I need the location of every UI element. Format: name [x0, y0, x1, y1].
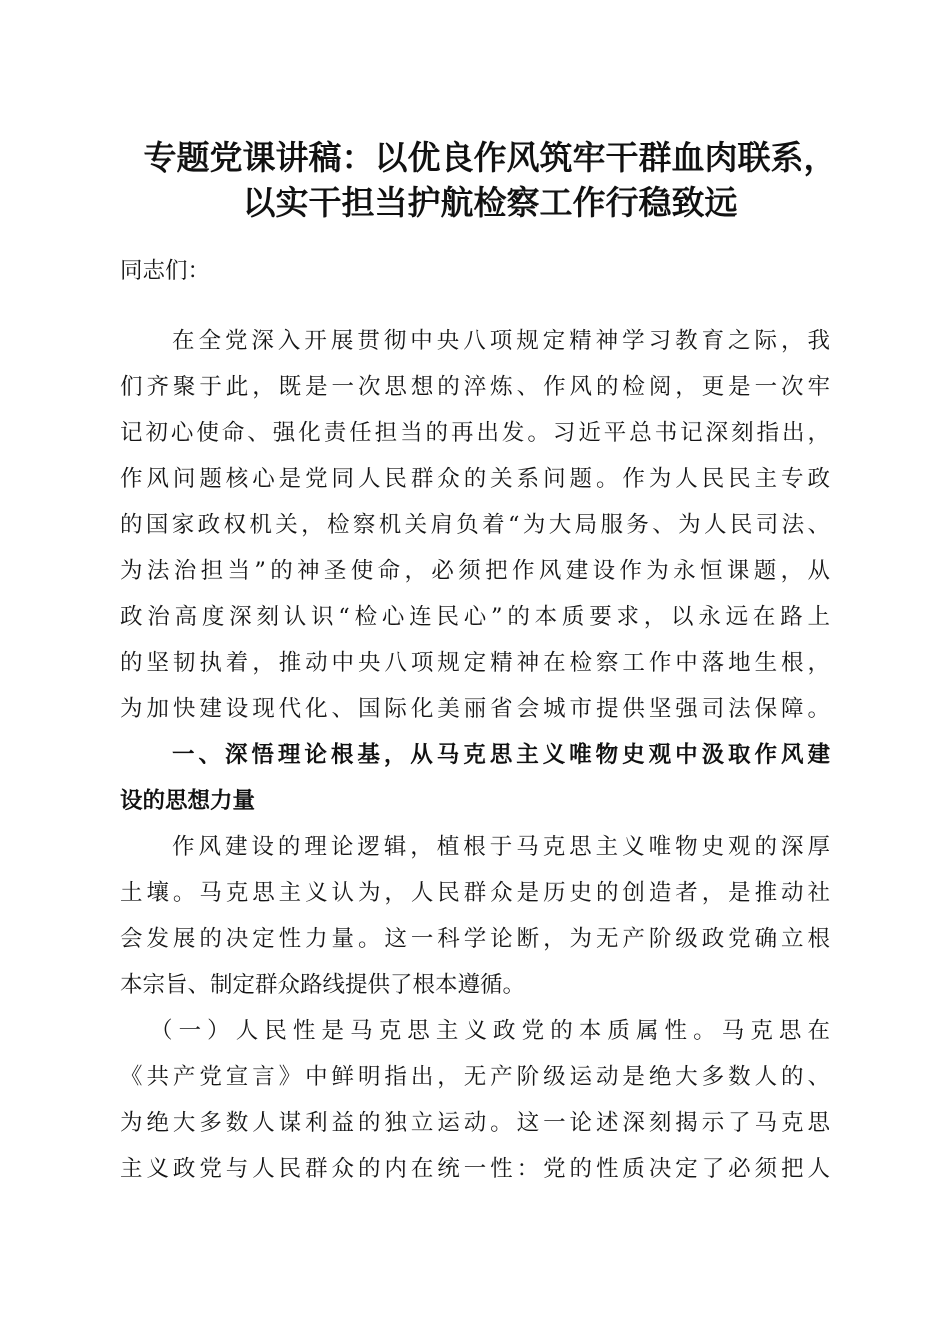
document-title-line-2: 以实干担当护航检察工作行稳致远 [242, 183, 738, 222]
intro-line-8: 的坚韧执着，推动中央八项规定精神在检察工作中落地生根， [120, 650, 830, 676]
subsection-1-line-1: （一）人民性是马克思主义政党的本质属性。马克思在 [150, 1018, 830, 1044]
intro-line-7: 政治高度深刻认识“检心连民心”的本质要求，以永远在路上 [120, 604, 830, 630]
intro-line-9: 为加快建设现代化、国际化美丽省会城市提供坚强司法保障。 [120, 696, 830, 722]
intro-line-6: 为法治担当”的神圣使命，必须把作风建设作为永恒课题，从 [120, 558, 830, 584]
section-1-para-line-4: 本宗旨、制定群众路线提供了根本遵循。 [120, 972, 526, 998]
subsection-1-line-4: 主义政党与人民群众的内在统一性：党的性质决定了必须把人 [120, 1156, 830, 1182]
section-1-heading-line-1: 一、深悟理论根基，从马克思主义唯物史观中汲取作风建 [172, 742, 830, 768]
intro-line-5: 的国家政权机关，检察机关肩负着“为大局服务、为人民司法、 [120, 512, 830, 538]
section-1-para-line-3: 会发展的决定性力量。这一科学论断，为无产阶级政党确立根 [120, 926, 830, 952]
section-1-para-line-2: 土壤。马克思主义认为，人民群众是历史的创造者，是推动社 [120, 880, 830, 906]
document-title-line-1: 专题党课讲稿：以优良作风筑牢干群血肉联系， [143, 138, 837, 177]
subsection-1-line-2: 《共产党宣言》中鲜明指出，无产阶级运动是绝大多数人的、 [120, 1064, 830, 1090]
intro-line-2: 们齐聚于此，既是一次思想的淬炼、作风的检阅，更是一次牢 [120, 374, 830, 400]
section-1-para-line-1: 作风建设的理论逻辑，植根于马克思主义唯物史观的深厚 [172, 834, 830, 860]
salutation: 同志们： [120, 258, 211, 284]
intro-line-1: 在全党深入开展贯彻中央八项规定精神学习教育之际，我 [172, 328, 830, 354]
section-1-heading-line-2: 设的思想力量 [120, 788, 256, 814]
intro-line-4: 作风问题核心是党同人民群众的关系问题。作为人民民主专政 [120, 466, 830, 492]
intro-line-3: 记初心使命、强化责任担当的再出发。习近平总书记深刻指出， [120, 420, 830, 446]
subsection-1-line-3: 为绝大多数人谋利益的独立运动。这一论述深刻揭示了马克思 [120, 1110, 830, 1136]
